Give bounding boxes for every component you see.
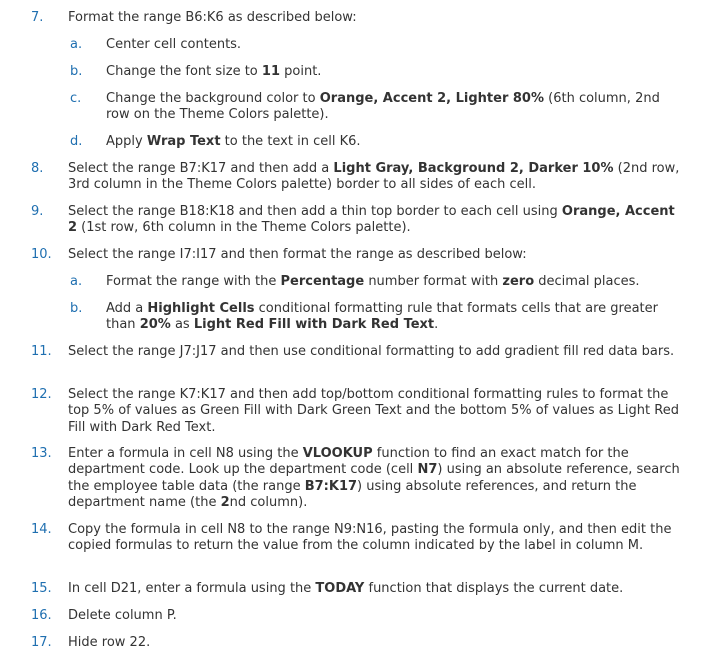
text-run: Select the range B18:K18 and then add a thin top border to each cell using [68,204,562,219]
bold-term: Highlight Cells [147,301,255,316]
text-run: to the text in cell K6. [220,134,361,149]
substep-letter: c. [70,91,82,106]
step-text [68,608,688,624]
bold-term: TODAY [315,581,365,596]
text-run: (2nd row, 3rd column in the Theme Colors palette) border to all sides of each cell. [68,161,680,193]
text-run: Select the range B7:K17 and then add a [68,161,334,176]
step-number: 12. [31,387,52,402]
substep-text [106,37,686,53]
text-run: Enter a formula in cell N8 using the [68,446,303,461]
text-run: function that displays the current date. [364,581,624,596]
bold-term: Orange, Accent 2, Lighter 80% [319,91,544,106]
step-text [68,522,688,555]
text-run: decimal places. [534,274,640,289]
text-run: Change the background color to [106,91,320,106]
text-run: Format the range with the [106,274,281,289]
bold-term: zero [502,274,535,289]
step-text [68,387,688,436]
text-run: (1st row, 6th column in the Theme Colors palette). [77,220,411,236]
bold-term: 20% [139,317,171,333]
step-text [68,204,688,237]
step-text [68,344,688,360]
step-number: 10. [31,247,52,262]
bold-term: Percentage [280,274,365,289]
text-run: number format with [364,274,503,289]
step-number: 13. [31,446,52,461]
text-run: In cell D21, enter a formula using the [68,581,316,596]
substep-letter: d. [70,134,83,149]
step-text [68,10,688,26]
substep-text [106,64,686,80]
bold-term: Light Red Fill with Dark Red Text [193,317,435,333]
substep-letter: b. [70,301,83,316]
text-run: Copy the formula in cell N8 to the range N9:N16, pasting the formula only, and then edit the copied formulas to return the value from the column indicated by the label in column M. [68,522,672,554]
step-number: 15. [31,581,52,596]
text-run: conditional formatting rule that formats cells that are greater than [106,301,659,333]
step-number: 16. [31,608,52,623]
text-run: Change the font size to [106,64,262,79]
step-number: 14. [31,522,52,537]
text-run: (6th column, 2nd row on the Theme Colors palette). [106,91,660,123]
substep-letter: a. [70,274,83,289]
bold-term: 11 [261,64,280,79]
text-run: nd column). [229,494,308,510]
text-run: Select the range K7:K17 and then add top/bottom conditional formatting rules to format the top 5% of values as Green Fill with Dark Green Text and the bottom 5% of values as Light Red Fill with Dark Red Text. [68,387,679,435]
substep-letter: a. [70,37,83,52]
bold-term: 2 [220,494,230,510]
step-text [68,581,688,597]
bold-term: VLOOKUP [302,446,373,461]
substep-text [106,134,686,150]
step-text [68,446,688,511]
text-run: Add a [106,301,148,316]
text-run: as [170,317,194,333]
bold-term: Light Gray, Background 2, Darker 10% [333,161,614,176]
step-text [68,635,688,651]
text-run: . [434,317,439,333]
step-text [68,247,688,263]
text-run: Hide row 22. [68,635,151,650]
step-number: 11. [31,344,52,359]
text-run: Format the range B6:K6 as described below: [68,10,357,25]
bold-term: B7:K17 [304,478,358,494]
text-run: ) using an absolute reference, search the employee table data (the range [68,462,680,494]
substep-text [106,301,686,334]
step-number: 9. [31,204,44,219]
substep-text [106,274,686,290]
text-run: point. [280,64,322,79]
bold-term: Wrap Text [146,134,221,149]
step-number: 8. [31,161,44,176]
bold-term: N7 [417,462,438,478]
step-number: 7. [31,10,44,25]
bold-term: Orange, Accent 2 [68,204,675,236]
substep-letter: b. [70,64,83,79]
text-run: ) using absolute references, and return the department name (the [68,478,637,510]
substep-text [106,91,686,124]
text-run: Apply [106,134,147,149]
text-run: function to find an exact match for the department code. Look up the department code (cell [68,446,629,478]
text-run: Center cell contents. [106,37,242,52]
step-number: 17. [31,635,52,650]
step-text [68,161,688,194]
text-run: Select the range I7:I17 and then format the range as described below: [68,247,527,262]
text-run: Select the range J7:J17 and then use conditional formatting to add gradient fill red data bars. [68,344,675,359]
text-run: Delete column P. [68,608,177,623]
